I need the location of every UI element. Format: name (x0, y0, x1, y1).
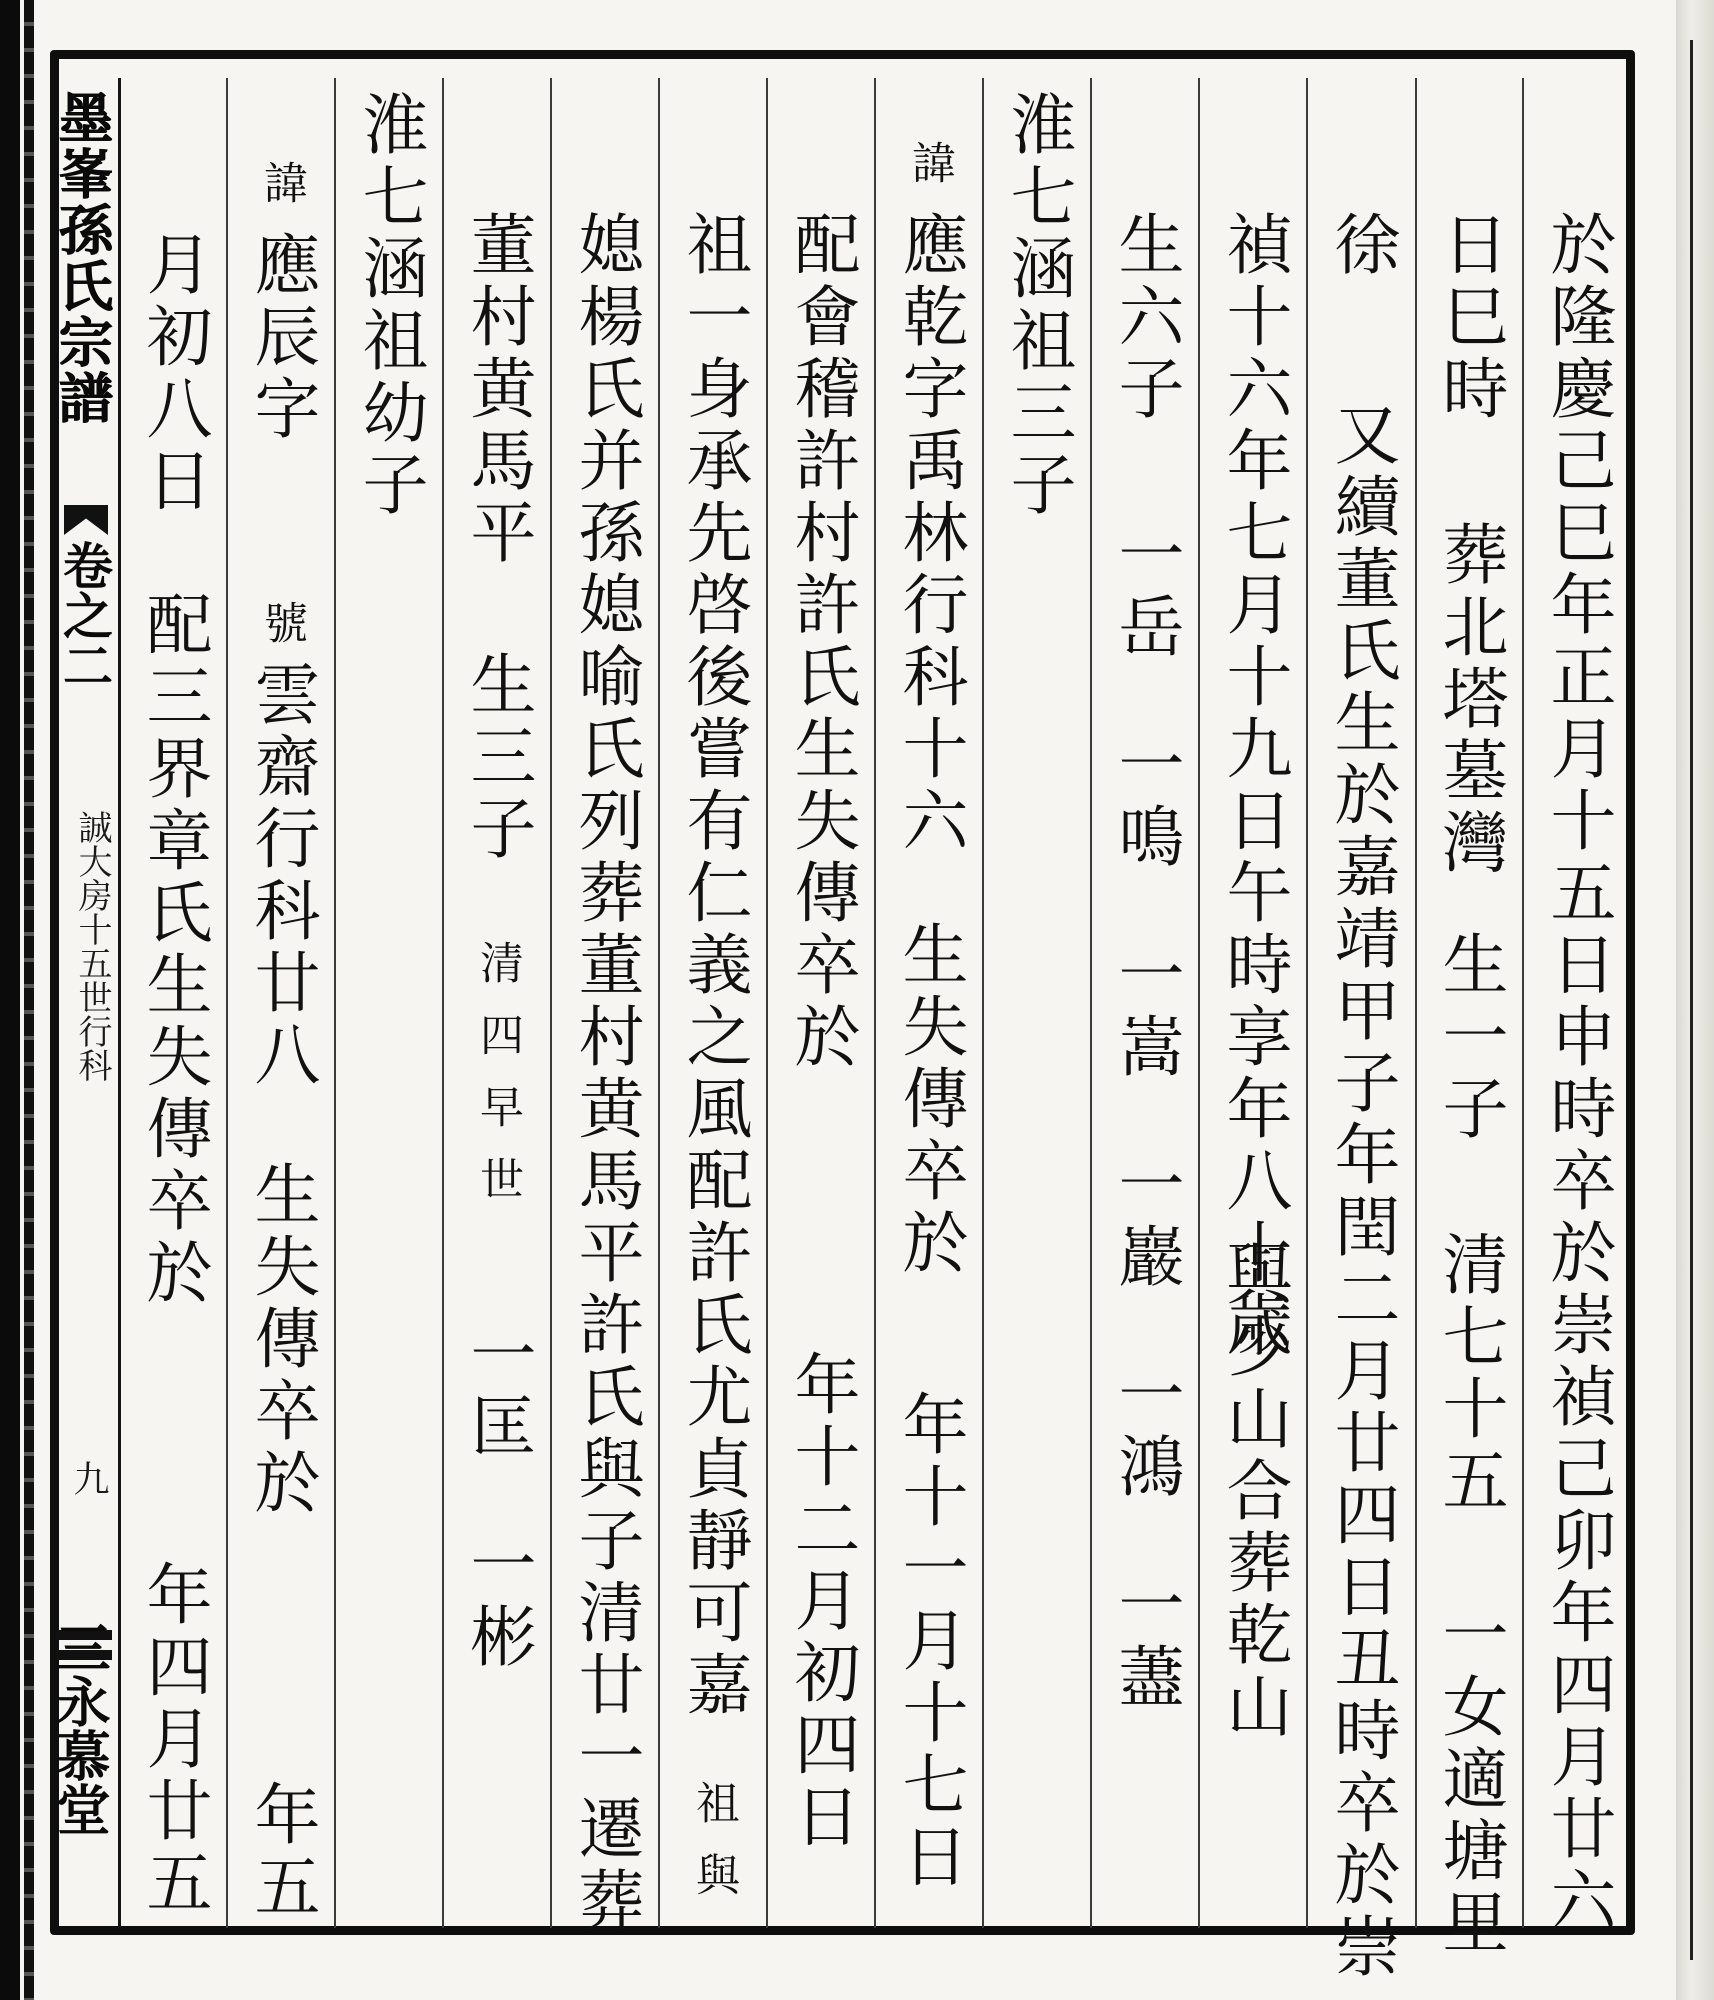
text-column (1098, 0, 1193, 2000)
column-rule (334, 78, 336, 1928)
binding-thread (24, 0, 34, 2000)
text-column (126, 0, 221, 2000)
text-segment: 祖一身承先啓後嘗有仁義之風配許氏尤貞靜可嘉 (675, 210, 752, 1722)
text-segment: 生一子 (1431, 930, 1508, 1146)
text-segment: 淮七涵祖幼子 (351, 90, 428, 522)
text-segment: 一巖 (1107, 1150, 1184, 1294)
column-rule (658, 78, 660, 1928)
text-segment: 年五 (243, 1780, 320, 1924)
text-segment: 生六子 (1107, 210, 1184, 426)
text-segment: 應辰字 (243, 230, 320, 446)
text-column (234, 0, 329, 2000)
text-segment: 徐 (1323, 210, 1400, 282)
text-segment: 日巳時 (1431, 210, 1508, 426)
text-segment: 一彬 (459, 1530, 536, 1674)
column-rule (874, 78, 876, 1928)
volume-label: 卷之二 (55, 540, 114, 690)
column-rule (1306, 78, 1308, 1928)
page-edge (1676, 0, 1714, 2000)
text-segment: 一匡 (459, 1320, 536, 1464)
text-segment: 月初八日 (135, 230, 212, 518)
text-segment: 生三子 (459, 650, 536, 866)
text-segment: 禎十六年七月十九日午時享年八十歲 (1215, 210, 1292, 1362)
text-column (1314, 0, 1409, 2000)
text-segment: 年十二月初四日 (783, 1350, 860, 1854)
column-rule (1522, 78, 1524, 1928)
text-column (882, 0, 977, 2000)
column-rule (442, 78, 444, 1928)
column-rule (226, 78, 228, 1928)
hall-name: 三永慕堂 (48, 1620, 112, 1836)
text-segment: 董村黄馬平 (459, 210, 536, 570)
text-segment: 雲齋行科廿八 (243, 660, 320, 1092)
text-column (1422, 0, 1517, 2000)
text-column (1530, 0, 1625, 2000)
text-column (666, 0, 761, 2000)
text-segment: 一藎 (1107, 1570, 1184, 1714)
text-segment: 祖與 (688, 1780, 739, 1924)
text-segment: 與少山合葬乾山 (1215, 1240, 1292, 1744)
text-segment: 淮七涵祖三子 (999, 90, 1076, 522)
text-segment: 諱 (256, 160, 307, 232)
page-number: 九 (68, 1460, 109, 1496)
text-column (450, 0, 545, 2000)
column-rule (766, 78, 768, 1928)
text-segment: 號 (256, 600, 307, 672)
text-segment: 又續董氏生於嘉靖甲子年閏二月廿四日丑時卒於崇 (1323, 400, 1400, 1984)
text-segment: 媳楊氏并孫媳喻氏列葬董村黄馬平許氏與子清廿一遷葬 (567, 210, 644, 1938)
text-segment: 一女適塘里 (1431, 1600, 1508, 1960)
text-segment: 一鴻 (1107, 1360, 1184, 1504)
text-column (990, 0, 1085, 2000)
text-segment: 一嵩 (1107, 940, 1184, 1084)
text-segment: 一鳴 (1107, 730, 1184, 874)
text-column (558, 0, 653, 2000)
column-rule (1415, 78, 1417, 1928)
text-segment: 葬北塔墓灣 (1431, 520, 1508, 880)
text-segment: 生失傳卒於 (891, 920, 968, 1280)
column-rule (982, 78, 984, 1928)
book-title: 墨峯孫氏宗譜 (50, 90, 114, 426)
text-column (1206, 0, 1301, 2000)
edge-rule (1690, 40, 1693, 1960)
text-segment: 清七十五 (1431, 1230, 1508, 1518)
binding-edge (0, 0, 20, 2000)
column-rule (550, 78, 552, 1928)
text-segment: 年四月廿五 (135, 1560, 212, 1920)
section-label: 誠大房十五世行科 (72, 810, 112, 1082)
text-segment: 於隆慶己巳年正月十五日申時卒於崇禎己卯年四月廿六 (1539, 210, 1616, 1938)
text-segment: 配會稽許村許氏生失傳卒於 (783, 210, 860, 1074)
text-segment: 諱 (904, 140, 955, 212)
text-column (774, 0, 869, 2000)
text-segment: 一岳 (1107, 520, 1184, 664)
column-rule (1198, 78, 1200, 1928)
text-column (342, 0, 437, 2000)
text-segment: 應乾字禹林行科十六 (891, 210, 968, 858)
text-segment: 生失傳卒於 (243, 1160, 320, 1520)
column-rule (1090, 78, 1092, 1928)
text-segment: 配三界章氏生失傳卒於 (135, 590, 212, 1310)
text-segment: 年十一月十七日 (891, 1390, 968, 1894)
text-segment: 清四早世 (472, 940, 523, 1228)
